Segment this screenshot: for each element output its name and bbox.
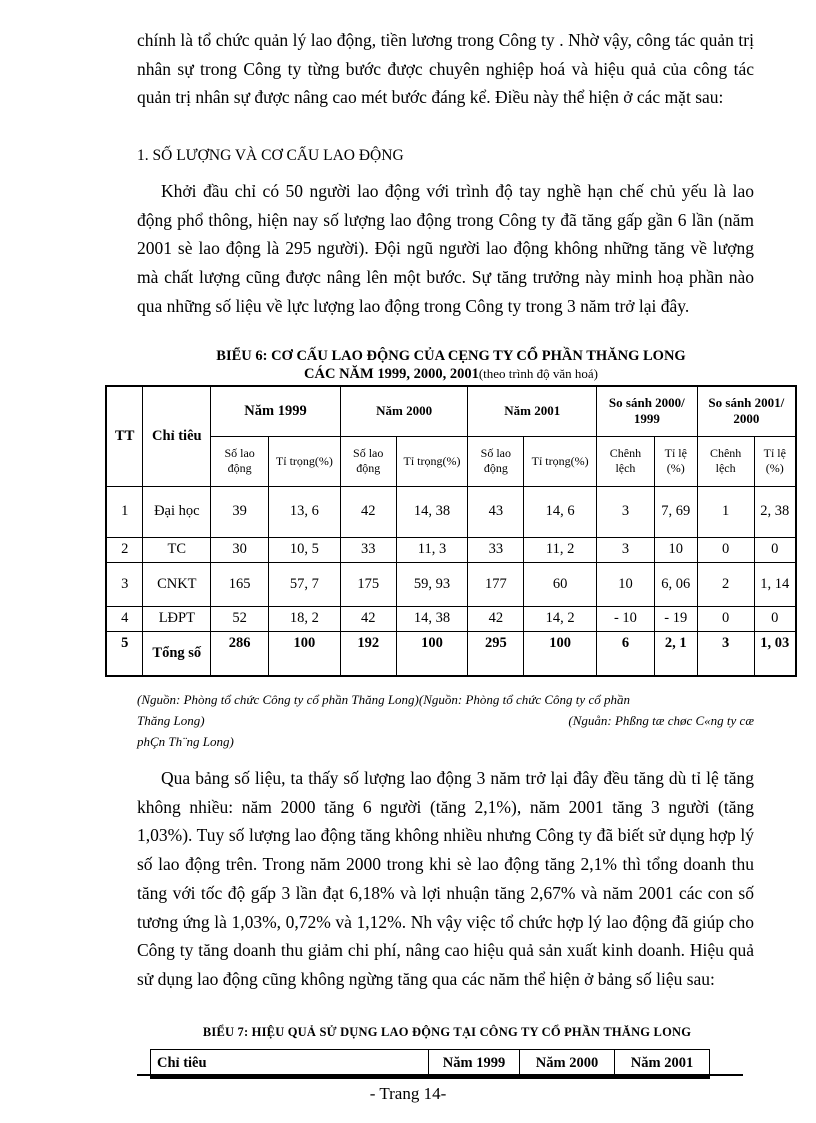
cell-tl-1: - 19 — [654, 606, 697, 631]
cell-tt: 1 — [106, 486, 143, 537]
cell-tt: 3 — [106, 562, 143, 606]
th-nam-1999: Năm 1999 — [211, 386, 341, 436]
cell-sld-2000: 192 — [340, 631, 396, 676]
cell-tl-2: 0 — [754, 537, 796, 562]
cell-chi-tieu: TC — [143, 537, 211, 562]
cell-tt-2000: 100 — [396, 631, 468, 676]
page-number: - Trang 14- — [369, 1084, 447, 1103]
cell-cl-1: 10 — [597, 562, 655, 606]
th-sld-2000: Số lao động — [340, 436, 396, 486]
th7-chi-tieu: Chỉ tiêu — [151, 1050, 429, 1078]
cell-tt-2001: 100 — [524, 631, 597, 676]
cell-sld-2000: 33 — [340, 537, 396, 562]
th-nam-2001: Năm 2001 — [468, 386, 597, 436]
th-tt-2000: Tỉ trọng(%) — [396, 436, 468, 486]
table-row — [106, 537, 796, 562]
source-line-2-left: Thăng Long) — [137, 713, 205, 728]
source-line-1: (Nguồn: Phòng tổ chức Công ty cổ phần Thăng Long)(Nguồn: Phòng tổ chức Công ty cổ phần — [137, 692, 630, 707]
section-heading: 1. SỐ LƯỢNG VÀ CƠ CẤU LAO ĐỘNG — [137, 147, 404, 164]
th-cl-1: Chênh lệch — [597, 436, 655, 486]
cell-sld-1999: 165 — [211, 562, 269, 606]
cell-tt-1999: 10, 5 — [269, 537, 341, 562]
th-tl-1: Tỉ lệ (%) — [654, 436, 697, 486]
cell-sld-2000: 42 — [340, 606, 396, 631]
th-ss-2001-2000: So sánh 2001/ 2000 — [697, 386, 796, 436]
paragraph-analysis: Qua bảng số liệu, ta thấy số lượng lao động 3 năm trở lại đây đều tăng dù tỉ lệ tăng không nhiều: năm 2000 tăng 6 người (tăng 2,1%), năm 2001 tăng 3 người (tăng 1,03%). Tuy số lượng lao động tăng không nhiều nhưng Công ty đã biết sử dụng hợp lý số lao động trên. Trong năm 2000 trong khi sè lao động tăng 2,1% thì tổng doanh thu tăng với tốc độ gấp 3 lần đạt 6,18% và lợi nhuận tăng 2,67% và năm 2001 các con số tương ứng là 1,03%, 0,72% và 1,12%. Nh vậy việc tổ chức hợp lý lao động đã giúp cho Công ty tăng doanh thu giảm chi phí, nâng cao hiệu quả sản xuất kinh doanh. Hiệu quả sử dụng lao động cũng không ngừng tăng qua các năm thể hiện ở bảng số liệu sau: — [137, 768, 754, 989]
cell-tt: 2 — [106, 537, 143, 562]
table6-caption-line2: CÁC NĂM 1999, 2000, 2001 — [304, 366, 479, 382]
cell-tl-1: 6, 06 — [654, 562, 697, 606]
cell-tt-1999: 13, 6 — [269, 486, 341, 537]
cell-tt-1999: 18, 2 — [269, 606, 341, 631]
cell-tl-2: 1, 03 — [754, 631, 796, 676]
paragraph-labor-growth: Khởi đầu chỉ có 50 người lao động với trình độ tay nghề hạn chế chủ yếu là lao động phổ thông, hiện nay số lượng lao động trong Công ty đã tăng gấp gần 6 lần (năm 2001 sè lao động là 295 người). Đội ngũ người lao động không những tăng về lượng mà chất lượng cũng được nâng lên một bước. Sự tăng trưởng này minh hoạ phần nào qua những số liệu về lực lượng lao động trong Công ty trong 3 năm trở lại đây. — [137, 181, 754, 316]
table-row — [106, 606, 796, 631]
table-row — [106, 486, 796, 537]
cell-chi-tieu: Tổng số — [143, 631, 211, 676]
cell-cl-2: 0 — [697, 537, 754, 562]
th7-nam-2000: Năm 2000 — [520, 1050, 615, 1078]
cell-tt-1999: 100 — [269, 631, 341, 676]
cell-sld-2000: 175 — [340, 562, 396, 606]
cell-tl-2: 0 — [754, 606, 796, 631]
cell-cl-1: 6 — [597, 631, 655, 676]
table6-caption — [105, 347, 797, 383]
cell-tl-2: 1, 14 — [754, 562, 796, 606]
cell-chi-tieu: Đại học — [143, 486, 211, 537]
cell-sld-2001: 43 — [468, 486, 524, 537]
table6-source-note — [137, 689, 754, 752]
intro-paragraph: chính là tổ chức quản lý lao động, tiền lương trong Công ty . Nhờ vậy, công tác quản trị nhân sự trong Công ty từng bước được chuyên nghiệp hoá và hiệu quả của công tác quản trị nhân sự được nâng cao mét bước đáng kể. Điều này thể hiện ở các mặt sau: — [137, 30, 754, 108]
cell-cl-1: - 10 — [597, 606, 655, 631]
cell-cl-2: 3 — [697, 631, 754, 676]
cell-chi-tieu: CNKT — [143, 562, 211, 606]
footer-divider — [137, 1074, 743, 1076]
cell-cl-1: 3 — [597, 537, 655, 562]
source-line-2 — [137, 710, 754, 731]
cell-sld-2000: 42 — [340, 486, 396, 537]
cell-tt: 4 — [106, 606, 143, 631]
cell-tt-2001: 14, 2 — [524, 606, 597, 631]
cell-sld-1999: 30 — [211, 537, 269, 562]
th-nam-2000: Năm 2000 — [340, 386, 468, 436]
source-line-3: phÇn Th¨ng Long) — [137, 734, 234, 749]
th-sld-1999: Số lao động — [211, 436, 269, 486]
cell-cl-2: 2 — [697, 562, 754, 606]
cell-cl-1: 3 — [597, 486, 655, 537]
cell-tt-1999: 57, 7 — [269, 562, 341, 606]
cell-sld-2001: 33 — [468, 537, 524, 562]
cell-tt-2001: 14, 6 — [524, 486, 597, 537]
cell-sld-1999: 52 — [211, 606, 269, 631]
th-cl-2: Chênh lệch — [697, 436, 754, 486]
cell-sld-2001: 42 — [468, 606, 524, 631]
cell-tt-2001: 60 — [524, 562, 597, 606]
table6-labor-structure — [105, 385, 797, 677]
table7-caption: BIỂU 7: HIỆU QUẢ SỬ DỤNG LAO ĐỘNG TẠI CÔNG TY CỔ PHẦN THĂNG LONG — [202, 1025, 692, 1039]
th-tt: TT — [106, 386, 143, 486]
th7-nam-2001: Năm 2001 — [615, 1050, 710, 1078]
cell-sld-2001: 177 — [468, 562, 524, 606]
cell-tt-2000: 14, 38 — [396, 606, 468, 631]
th-chi-tieu: Chỉ tiêu — [143, 386, 211, 486]
table6-caption-line1: BIỂU 6: CƠ CẤU LAO ĐỘNG CỦA CẸNG TY CỔ PHẦN THĂNG LONG — [216, 348, 686, 364]
th-ss-2000-1999: So sánh 2000/ 1999 — [597, 386, 698, 436]
cell-cl-2: 1 — [697, 486, 754, 537]
cell-sld-1999: 286 — [211, 631, 269, 676]
source-line-2-right: (Nguån: Phßng tæ chøc C«ng ty cæ — [568, 713, 754, 728]
cell-tt-2000: 59, 93 — [396, 562, 468, 606]
th-tl-2: Tỉ lệ (%) — [754, 436, 796, 486]
cell-tl-1: 7, 69 — [654, 486, 697, 537]
table-row — [106, 562, 796, 606]
th7-nam-1999: Năm 1999 — [429, 1050, 520, 1078]
th-sld-2001: Số lao động — [468, 436, 524, 486]
cell-cl-2: 0 — [697, 606, 754, 631]
cell-tl-2: 2, 38 — [754, 486, 796, 537]
th-tt-1999: Tỉ trọng(%) — [269, 436, 341, 486]
cell-tl-1: 2, 1 — [654, 631, 697, 676]
cell-tt-2000: 11, 3 — [396, 537, 468, 562]
table-row-total — [106, 631, 796, 676]
cell-chi-tieu: LĐPT — [143, 606, 211, 631]
cell-tt: 5 — [106, 631, 143, 676]
th-tt-2001: Tỉ trọng(%) — [524, 436, 597, 486]
cell-tt-2000: 14, 38 — [396, 486, 468, 537]
table6-caption-note: (theo trình độ văn hoá) — [478, 366, 598, 381]
cell-sld-1999: 39 — [211, 486, 269, 537]
cell-sld-2001: 295 — [468, 631, 524, 676]
cell-tl-1: 10 — [654, 537, 697, 562]
cell-tt-2001: 11, 2 — [524, 537, 597, 562]
